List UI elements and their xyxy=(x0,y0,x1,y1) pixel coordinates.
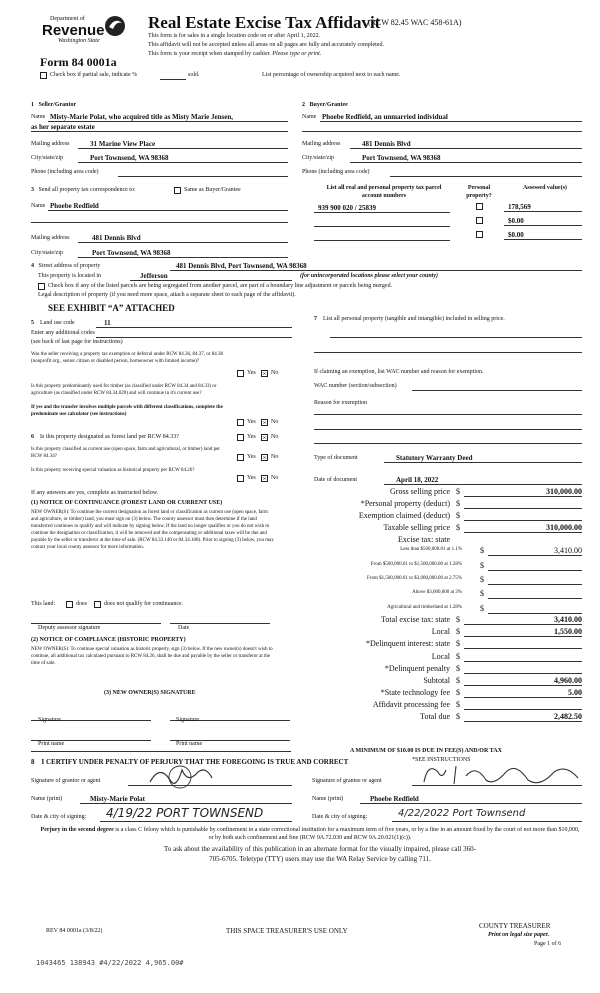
dollar-sign: $ xyxy=(480,561,484,570)
personal-property-checkbox[interactable] xyxy=(476,217,483,224)
personal-property-checkbox[interactable] xyxy=(476,203,483,210)
treasurer-stamp: 1043465 138943 #4/22/2022 4,965.00# xyxy=(36,959,184,967)
this-land-label: This land: xyxy=(31,601,56,607)
tax-row-label: Affidavit processing fee xyxy=(372,700,450,709)
seller-mailing[interactable]: 31 Marine View Place xyxy=(90,140,156,148)
dollar-sign: $ xyxy=(456,652,460,661)
buyer-mailing[interactable]: 481 Dennis Blvd xyxy=(362,140,411,148)
buyer-date-label: Date & city of signing: xyxy=(312,814,368,820)
dollar-sign: $ xyxy=(456,615,460,624)
legal-description-label: Legal description of property (if you need more space, attach a separate sheet to each page of the affidavit). xyxy=(38,292,296,298)
dollar-sign: $ xyxy=(456,664,460,673)
see-instructions-note: *SEE INSTRUCTIONS xyxy=(412,757,471,763)
yes-checkbox[interactable] xyxy=(237,370,244,377)
tax-row-label: Exemption claimed (deduct) xyxy=(358,511,450,520)
reason-field-2[interactable] xyxy=(314,429,582,430)
section-2-label: 2 Buyer/Grantee xyxy=(302,102,348,108)
seller-city-label: City/state/zip xyxy=(31,155,63,161)
form-statute: (RCW 82.45 WAC 458-61A) xyxy=(368,18,462,27)
seller-city[interactable]: Port Townsend, WA 98368 xyxy=(90,154,169,162)
partial-sale-label: Check box if partial sale, indicate % xyxy=(50,72,138,78)
parcel-value[interactable]: $0.00 xyxy=(508,231,524,239)
tax-row-value[interactable]: 310,000.00 xyxy=(546,523,582,532)
does-not-checkbox[interactable] xyxy=(94,601,101,608)
buyer-city[interactable]: Port Townsend, WA 98368 xyxy=(362,154,441,162)
county-treasurer: COUNTY TREASURER xyxy=(479,922,551,930)
same-as-buyer-checkbox[interactable] xyxy=(174,187,181,194)
yes-checkbox[interactable] xyxy=(237,434,244,441)
q-timber: Is this property predominantly used for timber (as classified under RCW 84.34 and 84.33) or agriculture (as classified under RCW 84.34.020) and will continue in it's current use? xyxy=(31,384,217,396)
if-yes-note: If any answers are yes, complete as instructed below. xyxy=(31,490,159,496)
buyer-phone-label: Phone (including area code) xyxy=(302,169,370,175)
legal-description[interactable]: SEE EXHIBIT “A” ATTACHED xyxy=(48,303,175,313)
additional-codes-field[interactable] xyxy=(96,337,292,338)
dollar-sign: $ xyxy=(480,589,484,598)
signature-label-2: Signature xyxy=(176,717,199,723)
no-checkbox-checked[interactable]: × xyxy=(262,419,267,427)
tax-row-value[interactable]: 1,550.00 xyxy=(554,627,582,636)
seller-phone-field[interactable] xyxy=(118,176,288,177)
alt-format-notice: To ask about the availability of this publication in an alternate format for the visually impaired, please call 360-705-6705. Teletype (TTY) users may use the WA Relay Service by calling 711. xyxy=(164,845,476,863)
section-3-label: 3 Send all property tax correspondence to: xyxy=(31,187,136,193)
buyer-name-label: Name xyxy=(302,114,317,120)
page-number: Page 1 of 6 xyxy=(534,941,562,947)
buyer-city-label: City/state/zip xyxy=(302,155,334,161)
buyer-name[interactable]: Phoebe Redfield, an unmarried individual xyxy=(322,113,448,121)
q-current-use: Is this property classified as current use (open space, farm and agricultural, or timber) land per RCW 84.34? xyxy=(31,447,220,459)
yes-checkbox[interactable] xyxy=(237,419,244,426)
buyer-print-name[interactable]: Phoebe Redfield xyxy=(370,795,419,803)
tax-row-label: Local xyxy=(431,652,450,661)
seller-name-line2[interactable]: as her separate estate xyxy=(31,123,95,131)
yes-checkbox[interactable] xyxy=(237,475,244,482)
grantor-signature-icon xyxy=(140,762,220,792)
yes-checkbox[interactable] xyxy=(237,454,244,461)
sig-grantee-label: Signature of grantee or agent xyxy=(312,778,382,784)
buyer-phone-field[interactable] xyxy=(390,176,582,177)
dollar-sign: $ xyxy=(456,639,460,648)
notice-continuance-title: (1) NOTICE OF CONTINUANCE (FOREST LAND OR CURRENT USE) xyxy=(31,500,223,506)
dollar-sign: $ xyxy=(480,604,484,613)
tax-row-label: *Delinquent penalty xyxy=(384,664,450,673)
tax-row-label: *Personal property (deduct) xyxy=(360,499,450,508)
tax-row-value[interactable]: 3,410.00 xyxy=(554,546,582,555)
form-number: Form 84 0001a xyxy=(40,55,117,69)
does-label: does xyxy=(76,601,87,607)
tax-row-label: Less than $500,000.01 at 1.1% xyxy=(400,547,462,552)
no-checkbox-checked[interactable]: × xyxy=(262,370,267,378)
tax-row-label: Above $3,000,000 at 3% xyxy=(412,590,462,595)
section-1-label: 1 Seller/Grantor xyxy=(31,102,77,108)
parcel-number[interactable]: 939 900 020 / 25839 xyxy=(318,204,376,212)
dollar-sign: $ xyxy=(456,676,460,685)
partial-sale-sold: sold. xyxy=(188,72,200,78)
does-not-label: does not qualify for continuance. xyxy=(104,601,184,607)
same-as-buyer-label: Same as Buyer/Grantee xyxy=(184,187,241,193)
seller-print-label: Name (print) xyxy=(31,796,63,802)
exemption-label: If claiming an exemption, list WAC number and reason for exemption. xyxy=(314,369,484,375)
dollar-sign: $ xyxy=(456,688,460,697)
parcel-number[interactable] xyxy=(314,240,450,241)
seller-mailing-label: Mailing address xyxy=(31,141,70,147)
dept-line3: Washington State xyxy=(58,38,100,44)
buyer-date-city[interactable]: 4/22/2022 Port Townsend xyxy=(398,808,526,819)
tax-row-label: *Delinquent interest: state xyxy=(366,639,450,648)
segregation-checkbox[interactable] xyxy=(38,283,45,290)
reason-field-3[interactable] xyxy=(314,443,582,444)
dept-line2: Revenue xyxy=(42,22,105,39)
seller-name-line1[interactable]: Misty-Marie Polat, who acquired title as Misty Marie Jensen, xyxy=(50,113,234,121)
tax-row-label: *State technology fee xyxy=(380,688,450,697)
no-checkbox-checked[interactable]: × xyxy=(262,475,267,483)
dor-logo-icon xyxy=(104,13,126,39)
additional-codes-label: Enter any additional codes xyxy=(31,330,95,336)
tax-row-value[interactable]: 5.00 xyxy=(568,688,582,697)
land-use-label: 5 Land use code xyxy=(31,320,75,326)
property-county[interactable]: Jefferson xyxy=(140,272,168,280)
corr-city[interactable]: Port Townsend, WA 98368 xyxy=(92,249,171,257)
personal-property-field-2[interactable] xyxy=(314,352,582,353)
rev-number: REV 84 0001a (3/8/22) xyxy=(46,928,103,934)
tax-row-label: From $500,000.01 to $1,500,000.00 at 1.28% xyxy=(370,562,462,567)
partial-sale-percent-field[interactable] xyxy=(160,79,186,80)
seller-name-label: Name xyxy=(31,114,46,120)
parcel-number[interactable] xyxy=(314,226,450,227)
legal-paper-note: Print on legal size paper. xyxy=(488,932,550,938)
certify-line: 8 I CERTIFY UNDER PENALTY OF PERJURY THAT THE FOREGOING IS TRUE AND CORRECT xyxy=(31,758,349,766)
parcels-col-value: Assessed value(s) xyxy=(523,185,567,191)
print-name-label-1: Print name xyxy=(38,741,65,747)
corr-name[interactable]: Phoebe Redfield xyxy=(50,202,99,210)
q-timber-calc: If yes and the transfer involves multiple parcels with different classifications, complete the predominate use calculator (see instructions) xyxy=(31,405,223,417)
seller-print-name[interactable]: Misty-Marie Polat xyxy=(90,795,146,803)
dollar-sign: $ xyxy=(456,627,460,636)
treasurer-only: THIS SPACE TREASURER'S USE ONLY xyxy=(226,927,348,935)
tax-row-label: Local xyxy=(431,627,450,636)
dollar-sign: $ xyxy=(456,712,460,721)
tax-row-label: Total excise tax: state xyxy=(381,615,450,624)
corr-city-label: City/state/zip xyxy=(31,250,63,256)
tax-row-value[interactable]: 310,000.00 xyxy=(546,487,582,496)
dollar-sign: $ xyxy=(456,700,460,709)
seller-date-city[interactable]: 4/19/22 PORT TOWNSEND xyxy=(106,806,264,820)
doc-type[interactable]: Statutory Warranty Deed xyxy=(396,454,473,462)
signature-label-1: Signature xyxy=(38,717,61,723)
does-checkbox[interactable] xyxy=(66,601,73,608)
buyer-print-label: Name (print) xyxy=(312,796,344,802)
notice-compliance-body: NEW OWNER(S): To continue special valuation as historic property, sign (3) below. If the new owner(s) doesn't wish to continue, all additional tax calculated pursuant to RCW 84.26, shall be due and payable by the seller or transferor at the time of sale. xyxy=(31,647,273,666)
notice-compliance-title: (2) NOTICE OF COMPLIANCE (HISTORIC PROPERTY) xyxy=(31,637,186,643)
reason-field[interactable] xyxy=(314,414,582,415)
section-7-label: 7 List all personal property (tangible and intangible) included in selling price. xyxy=(314,316,505,322)
seller-phone-label: Phone (including area code) xyxy=(31,169,99,175)
located-label: This property is located in xyxy=(38,273,101,279)
instruction-3: This form is your receipt when stamped by cashier. Please type or print. xyxy=(148,51,322,57)
deputy-label: Deputy assessor signature xyxy=(38,625,101,631)
section-4-street-label: 4 Street address of property xyxy=(31,263,101,269)
sig-grantor-label: Signature of grantor or agent xyxy=(31,778,101,784)
corr-name-label: Name xyxy=(31,203,46,209)
q-forest: 6 Is this property designated as forest land per RCW 84.33? xyxy=(31,434,179,440)
wac-field[interactable] xyxy=(412,390,582,391)
wac-label: WAC number (section/subsection) xyxy=(314,383,397,389)
dollar-sign: $ xyxy=(480,546,484,555)
parcels-col-number: List all real and personal property tax parcel account numbers xyxy=(326,185,442,199)
dollar-sign: $ xyxy=(456,523,460,532)
perjury-notice: Perjury in the second degree is a class C felony which is punishable by confinement in a state correctional institution for a maximum term of five years, or by a fine in an amount fixed by the court of not more than $10,000, or by both such confinement and fine (RCW 9A.72.030 and RCW 9A.20.021(1)(c)). xyxy=(40,827,580,841)
corr-mailing[interactable]: 481 Dennis Blvd xyxy=(92,234,141,242)
notice-continuance-body: NEW OWNER(S): To continue the current designation as forest land or classification as current use (open space, farm and agriculture, or timber) land, you must sign on (3) below. The county assessor must then determine if the land transferred continues to qualify and will indicate by signing below. If the land no longer qualifies or you do not wish to continue the designation or classification, it will be removed and the compensating or additional taxes will be due and payable by the seller or transferor at the time of sale. (RCW 84.33.140 or 84.34.108). Prior to signing (3) below, you may contact your local county assessor for more information. xyxy=(31,510,274,550)
corr-mailing-label: Mailing address xyxy=(31,235,70,241)
no-checkbox-checked[interactable]: × xyxy=(262,454,267,462)
see-back-note: (see back of last page for instructions) xyxy=(31,339,123,345)
personal-property-field[interactable] xyxy=(330,337,582,338)
parcel-value[interactable]: 178,569 xyxy=(508,203,531,211)
minimum-fee-note: A MINIMUM OF $10.00 IS DUE IN FEE(S) AND/OR TAX xyxy=(350,748,502,754)
grantee-signature-icon xyxy=(416,758,586,790)
dollar-sign: $ xyxy=(456,499,460,508)
deputy-date-field[interactable] xyxy=(170,623,270,624)
print-name-label-2: Print name xyxy=(176,741,203,747)
personal-property-checkbox[interactable] xyxy=(476,231,483,238)
tax-row-label: Gross selling price xyxy=(390,487,450,496)
form-title: Real Estate Excise Tax Affidavit xyxy=(148,13,381,32)
new-owner-signature-title: (3) NEW OWNER(S) SIGNATURE xyxy=(104,690,196,696)
tax-row-value[interactable]: 2,482.50 xyxy=(554,712,582,721)
instruction-1: This form is for sales in a single location code on or after April 1, 2022. xyxy=(148,33,321,39)
parcels-col-personal: Personal property? xyxy=(466,185,492,199)
tax-row-value[interactable]: 4,960.00 xyxy=(554,676,582,685)
doc-type-label: Type of document xyxy=(314,455,358,461)
excise-label: Excise tax: state xyxy=(398,535,450,544)
deputy-date-label: Date xyxy=(178,625,190,631)
dollar-sign: $ xyxy=(456,511,460,520)
tax-row-label: Total due xyxy=(420,712,450,721)
dollar-sign: $ xyxy=(456,487,460,496)
doc-date[interactable]: April 18, 2022 xyxy=(396,476,439,484)
land-use-code[interactable]: 11 xyxy=(104,319,111,327)
tax-row-label: From $1,500,000.01 to $3,000,000.00 at 2.75% xyxy=(367,576,462,581)
q-exemption: Was the seller receiving a property tax exemption or deferral under RCW 84.36, 84.37, or 84.38 (nonprofit org., senior citizen or disabled person, homeowner with limited income)? xyxy=(31,352,223,364)
q-historic: Is this property receiving special valuation as historical property per RCW 84.26? xyxy=(31,468,195,473)
dollar-sign: $ xyxy=(480,575,484,584)
segregation-label: Check box if any of the listed parcels are being segregated from another parcel, are part of a boundary line adjustment or parcels being merged. xyxy=(48,283,393,289)
dept-line1: Department of xyxy=(50,16,85,22)
parcel-value[interactable]: $0.00 xyxy=(508,217,524,225)
seller-date-label: Date & city of signing: xyxy=(31,814,87,820)
property-street[interactable]: 481 Dennis Blvd, Port Townsend, WA 98368 xyxy=(176,262,307,270)
tax-row-label: Taxable selling price xyxy=(383,523,450,532)
reason-label: Reason for exemption xyxy=(314,400,367,406)
ownership-note: List percentage of ownership acquired next to each name. xyxy=(262,72,401,78)
deputy-signature-field[interactable] xyxy=(31,623,161,624)
tax-row-label: Subtotal xyxy=(423,676,450,685)
instruction-2: This affidavit will not be accepted unless all areas on all pages are fully and accurately completed. xyxy=(148,42,384,48)
tax-row-value[interactable]: 3,410.00 xyxy=(554,615,582,624)
buyer-mailing-label: Mailing address xyxy=(302,141,341,147)
tax-row-label: Agricultural and timberland at 1.28% xyxy=(387,605,462,610)
unincorporated-note: (for unincorporated locations please select your county) xyxy=(300,273,438,279)
no-checkbox-checked[interactable]: × xyxy=(262,434,267,442)
partial-sale-checkbox[interactable] xyxy=(40,72,47,79)
doc-date-label: Date of document xyxy=(314,477,357,483)
